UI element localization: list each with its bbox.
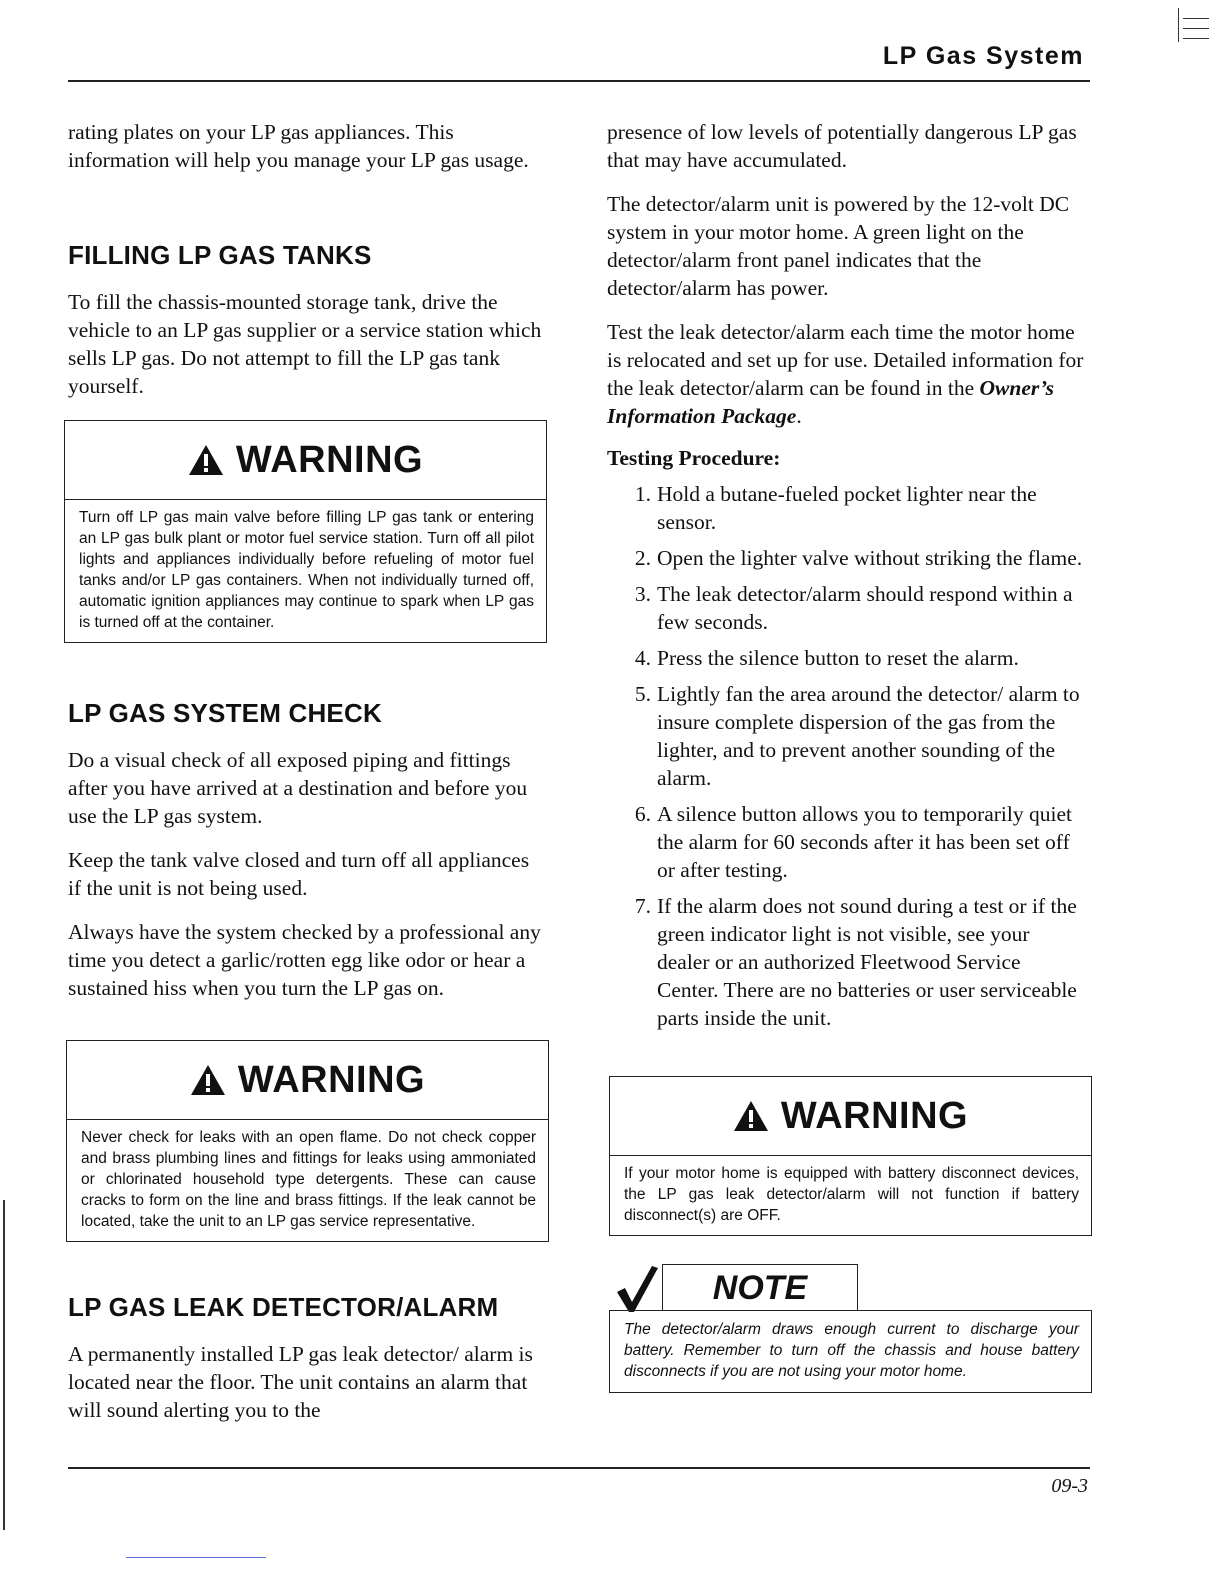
warning-triangle-icon [190,1064,226,1096]
list-item [607,580,1085,636]
list-item [607,544,1085,572]
left-column [68,118,546,190]
checkmark-icon [614,1262,660,1314]
right-p2: The detector/alarm unit is powered by the 12-volt DC system in your motor home. A green light on the detector/alarm front panel indicates that the detector/alarm has power. [607,192,1070,300]
warning-header [65,421,546,500]
step-text: A silence button allows you to temporarily quiet the alarm for 60 seconds after it has been set off or after testing. [657,802,1072,882]
step-text: Press the silence button to reset the alarm. [657,646,1019,670]
step-number: 2. [634,546,651,570]
list-item [607,644,1085,672]
step-text: If the alarm does not sound during a test or if the green indicator light is not visible, see your dealer or an authorized Fleetwood Service Center. There are no batteries or user serviceable parts inside the unit. [657,894,1077,1030]
system-check-p2: Keep the tank valve closed and turn off all appliances if the unit is not being used. [68,848,530,900]
step-number: 1. [634,482,651,506]
list-item [607,480,1085,536]
warning-box-filling [64,420,547,643]
warning-text: If your motor home is equipped with battery disconnect devices, the LP gas leak detector/alarm will not function if battery disconnect(s) are OFF. [624,1165,1079,1224]
binding-line [3,1200,5,1530]
warning-triangle-icon [733,1100,769,1132]
system-check-paragraphs [68,746,546,1018]
detector-text: A permanently installed LP gas leak detector/ alarm is located near the floor. The unit contains an alarm that will sound alerting you to the [68,1342,533,1422]
warning-triangle-icon [188,444,224,476]
step-text: The leak detector/alarm should respond within a few seconds. [657,582,1073,634]
step-text: Hold a butane-fueled pocket lighter near the sensor. [657,482,1037,534]
right-p3-end: . [796,404,802,428]
step-text: Open the lighter valve without striking the flame. [657,546,1083,570]
detector-paragraph [68,1340,546,1440]
testing-steps-list [607,480,1085,1032]
testing-procedure-title: Testing Procedure: [607,446,781,470]
step-number: 5. [634,682,651,706]
heading-lp-gas-system-check: LP GAS SYSTEM CHECK [68,698,382,728]
margin-mark [1178,8,1209,42]
warning-label: WARNING [235,438,424,481]
filling-text: To fill the chassis-mounted storage tank, drive the vehicle to an LP gas supplier or a service station which sells LP gas. Do not attempt to fill the LP gas tank yourself. [68,290,542,398]
step-number: 6. [634,802,651,826]
right-p3 [607,318,1085,430]
list-item [607,892,1085,1032]
step-number: 3. [634,582,651,606]
right-p3-text: Test the leak detector/alarm each time the motor home is relocated and set up for use. Detailed information for the leak detector/alarm can be found in the [607,320,1084,400]
system-check-p1: Do a visual check of all exposed piping and fittings after you have arrived at a destination and before you use the LP gas system. [68,748,528,828]
warning-header [67,1041,548,1120]
step-number: 7. [634,894,651,918]
list-item [607,800,1085,884]
header-rule [68,80,1090,82]
warning-text: Never check for leaks with an open flame. Do not check copper and brass plumbing lines and fittings for leaks using ammoniated or chlorinated household type detergents. These can cause cracks to form on the line and brass fittings. If the leak cannot be located, take the unit to an LP gas service representative. [81,1129,536,1230]
page-number: 09-3 [1051,1475,1088,1497]
warning-header [610,1077,1091,1156]
warning-label: WARNING [780,1094,969,1137]
heading-lp-gas-leak-detector-alarm: LP GAS LEAK DETECTOR/ALARM [68,1292,499,1322]
heading-filling-lp-gas-tanks: FILLING LP GAS TANKS [68,240,372,270]
owners-information-package: Owner’s Information Package [607,376,1054,428]
page-header-title: LP Gas System [882,42,1084,70]
step-number: 4. [634,646,651,670]
bottom-link-rule [126,1557,266,1558]
warning-label: WARNING [237,1058,426,1101]
filling-paragraph [68,288,546,416]
note-text: The detector/alarm draws enough current to discharge your battery. Remember to turn off the chassis and house battery disconnects if you are not using your motor home. [609,1310,1092,1393]
warning-box-battery [609,1076,1092,1236]
right-column [607,118,1085,1040]
system-check-p3: Always have the system checked by a professional any time you detect a garlic/rotten egg like odor or hear a sustained hiss when you turn the LP gas on. [68,920,541,1000]
right-p1: presence of low levels of potentially dangerous LP gas that may have accumulated. [607,120,1077,172]
intro-paragraph: rating plates on your LP gas appliances. This information will help you manage your LP gas usage. [68,120,529,172]
warning-box-leaks [66,1040,549,1242]
note-label: NOTE [662,1264,858,1311]
step-text: Lightly fan the area around the detector/ alarm to insure complete dispersion of the gas from the lighter, and to prevent another sounding of the alarm. [657,682,1080,790]
list-item [607,680,1085,792]
footer-rule [68,1467,1090,1469]
warning-text: Turn off LP gas main valve before filling LP gas tank or entering an LP gas bulk plant or motor fuel service station. Turn off all pilot lights and appliances individually before refueling of motor fuel tanks and/or LP gas containers. When not individually turned off, automatic ignition appliances may continue to spark when LP gas is turned off at the container. [79,509,534,631]
